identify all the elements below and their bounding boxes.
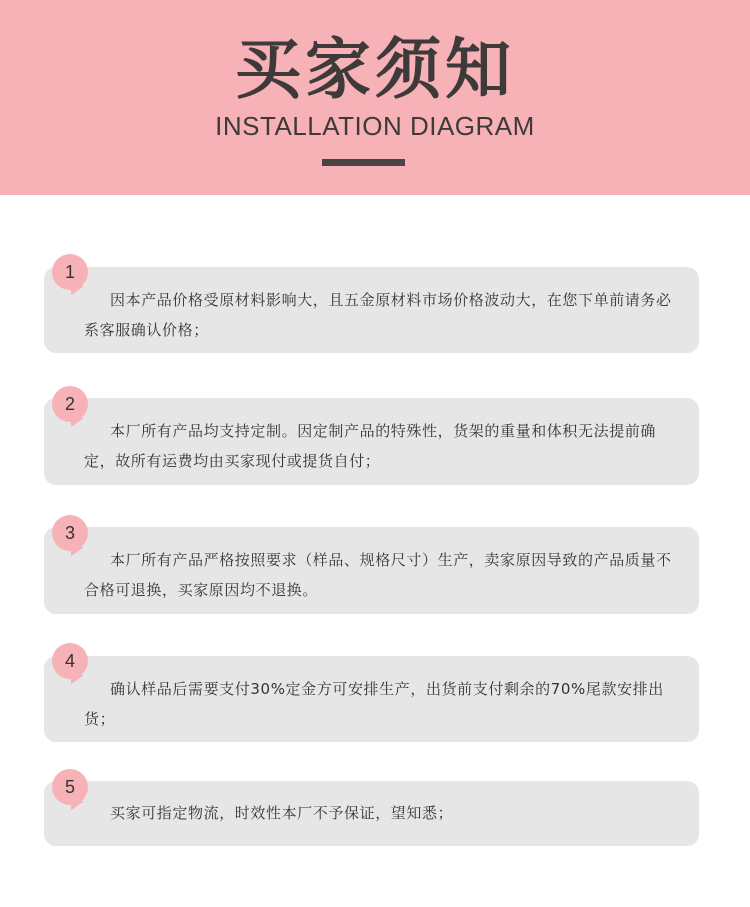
notice-text-3: 本厂所有产品严格按照要求（样品、规格尺寸）生产，卖家原因导致的产品质量不合格可退换，买家原因均不退换。 (84, 551, 672, 599)
notice-card-5 (44, 781, 699, 846)
number-badge-3 (52, 515, 88, 551)
notice-card-4 (44, 656, 699, 742)
notice-text-2: 本厂所有产品均支持定制。因定制产品的特殊性，货架的重量和体积无法提前确定，故所有运费均由买家现付或提货自付； (84, 422, 657, 470)
notice-card-2 (44, 398, 699, 485)
header-banner (0, 0, 750, 195)
badge-number-1: 1 (64, 262, 75, 282)
page-subtitle: INSTALLATION DIAGRAM (215, 111, 535, 141)
badge-number-3: 3 (64, 523, 75, 543)
badge-number-5: 5 (64, 777, 75, 797)
badge-number-2: 2 (64, 394, 75, 414)
notice-text-1: 因本产品价格受原材料影响大，且五金原材料市场价格波动大，在您下单前请务必系客服确认价格； (84, 291, 672, 339)
number-badge-1 (52, 254, 88, 290)
number-badge-5 (52, 769, 88, 805)
number-badge-2 (52, 386, 88, 422)
badge-number-4: 4 (64, 651, 75, 671)
notice-text-4: 确认样品后需要支付30%定金方可安排生产，出货前支付剩余的70%尾款安排出货； (84, 680, 664, 728)
notice-card-1 (44, 267, 699, 353)
title-divider (322, 159, 405, 166)
notice-card-3 (44, 527, 699, 614)
page-title: 买家须知 (235, 31, 515, 108)
number-badge-4 (52, 643, 88, 679)
notice-text-5: 买家可指定物流，时效性本厂不予保证，望知悉； (110, 804, 454, 822)
